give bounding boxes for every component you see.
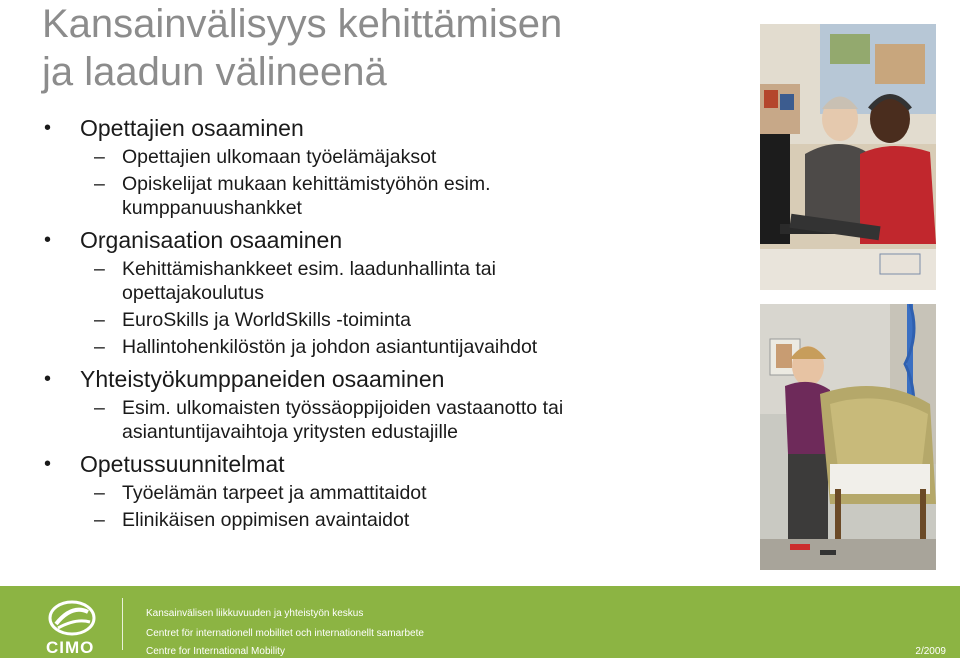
bullet-item [0,114,740,142]
sub-bullet-text: Hallintohenkilöstön ja johdon asiantuntijavaihdot [122,336,538,358]
cimo-logo-text: CIMO [46,638,95,657]
upholstery-workshop-photo [760,304,936,570]
bullet-item [0,365,740,393]
sub-bullet-item [0,481,740,505]
sub-bullet-text: Työelämän tarpeet ja ammattitaidot [122,482,427,504]
dash-icon: – [94,173,105,195]
dash-icon: – [94,482,105,504]
bullet-item [0,450,740,478]
sub-bullet-item [0,396,740,444]
dash-icon: – [94,397,105,419]
org-name-en: Centre for International Mobility [146,646,285,657]
sub-bullet-text: opettajakoulutus [122,282,265,304]
bullet-item [0,226,740,254]
classroom-computer-photo [760,24,936,290]
sub-bullet-item [0,308,740,332]
sub-bullet-item [0,172,740,220]
bullet-icon: • [44,117,52,139]
sub-bullet-item [0,257,740,305]
dash-icon: – [94,309,105,331]
bullet-icon: • [44,229,52,251]
bullet-list [0,114,740,532]
org-name-sv: Centret för internationell mobilitet och internationellt samarbete [146,628,424,639]
sub-bullet-text: EuroSkills ja WorldSkills -toiminta [122,309,411,331]
bullet-heading: Opetussuunnitelmat [80,451,285,477]
sub-bullet-text: asiantuntijavaihtoja yritysten edustajille [122,421,459,443]
sub-bullet-text: Esim. ulkomaisten työssäoppijoiden vastaanotto tai [122,397,564,419]
title-line-2: ja laadun välineenä [42,50,387,94]
sub-bullet-text: Opiskelijat mukaan kehittämistyöhön esim. [122,173,491,195]
dash-icon: – [94,146,105,168]
footer-bar [0,586,960,658]
bullet-heading: Organisaation osaaminen [80,227,343,253]
title-line-1: Kansainvälisyys kehittämisen [42,2,563,46]
bullet-heading: Opettajien osaaminen [80,115,304,141]
bullet-heading: Yhteistyökumppaneiden osaaminen [80,366,445,392]
dash-icon: – [94,509,105,531]
slide-title [42,0,742,96]
sub-bullet-text: kumppanuushankket [122,197,302,219]
slide-date: 2/2009 [915,646,946,657]
sub-bullet-text: Opettajien ulkomaan työelämäjaksot [122,146,437,168]
sub-bullet-text: Kehittämishankkeet esim. laadunhallinta tai [122,258,496,280]
dash-icon: – [94,258,105,280]
sub-bullet-item [0,508,740,532]
sub-bullet-item [0,145,740,169]
footer-divider [122,598,123,650]
sub-bullet-item [0,335,740,359]
bullet-icon: • [44,453,52,475]
org-name-fi: Kansainvälisen liikkuvuuden ja yhteistyön keskus [146,608,364,619]
sub-bullet-text: Elinikäisen oppimisen avaintaidot [122,509,410,531]
bullet-icon: • [44,368,52,390]
dash-icon: – [94,336,105,358]
